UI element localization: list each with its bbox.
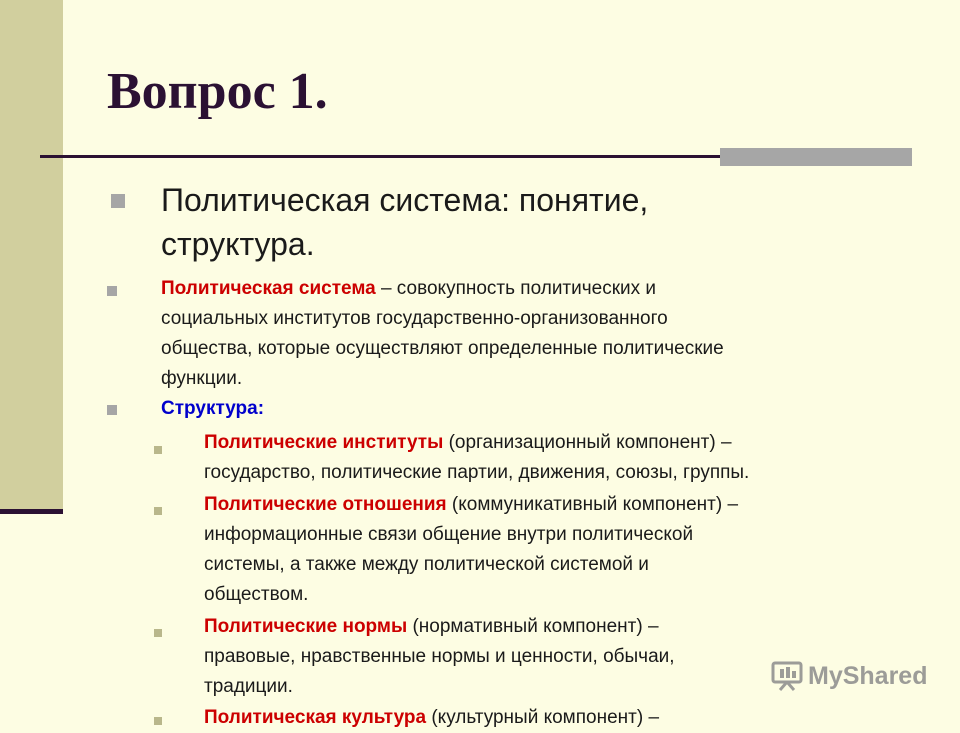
structure-label: Структура:	[161, 398, 265, 419]
square-bullet-icon	[154, 446, 162, 454]
heading-bullet-text	[161, 178, 881, 266]
side-decor-line	[0, 509, 63, 514]
heading-line: структура.	[161, 226, 315, 262]
square-bullet-icon	[154, 629, 162, 637]
item-line: обществом.	[204, 584, 309, 605]
item-rest: (культурный компонент) –	[426, 707, 660, 728]
slide-title: Вопрос 1.	[107, 63, 328, 120]
item-line: правовые, нравственные нормы и ценности, обычаи,	[204, 646, 675, 667]
item-rest: (нормативный компонент) –	[407, 616, 659, 637]
structure-item	[204, 490, 924, 610]
definition-line: общества, которые осуществляют определенные политические	[161, 338, 724, 359]
side-decor-bar	[0, 0, 63, 512]
item-term: Политические институты	[204, 432, 444, 453]
structure-item	[204, 703, 924, 733]
item-line: информационные связи общение внутри политической	[204, 524, 694, 545]
square-bullet-icon	[111, 194, 125, 208]
item-term: Политические нормы	[204, 616, 408, 637]
item-line: государство, политические партии, движения, союзы, группы.	[204, 462, 750, 483]
item-rest: (организационный компонент) –	[443, 432, 732, 453]
watermark	[770, 660, 927, 692]
heading-line: Политическая система: понятие,	[161, 182, 649, 218]
square-bullet-icon	[154, 717, 162, 725]
square-bullet-icon	[107, 405, 117, 415]
item-rest: (коммуникативный компонент) –	[446, 494, 739, 515]
structure-label-row	[161, 394, 921, 424]
structure-item	[204, 428, 924, 488]
item-line: системы, а также между политической системой и	[204, 554, 649, 575]
presentation-board-icon	[770, 661, 804, 691]
item-term: Политические отношения	[204, 494, 447, 515]
definition-rest: – совокупность политических и	[375, 278, 657, 299]
definition-line: социальных институтов государственно-организованного	[161, 308, 668, 329]
watermark-text: MyShared	[808, 661, 928, 690]
item-line: традиции.	[204, 676, 293, 697]
definition-text	[161, 274, 921, 394]
square-bullet-icon	[107, 286, 117, 296]
title-underline-accent	[720, 148, 912, 166]
item-term: Политическая культура	[204, 707, 427, 728]
definition-line: функции.	[161, 368, 243, 389]
square-bullet-icon	[154, 507, 162, 515]
definition-term: Политическая система	[161, 278, 376, 299]
